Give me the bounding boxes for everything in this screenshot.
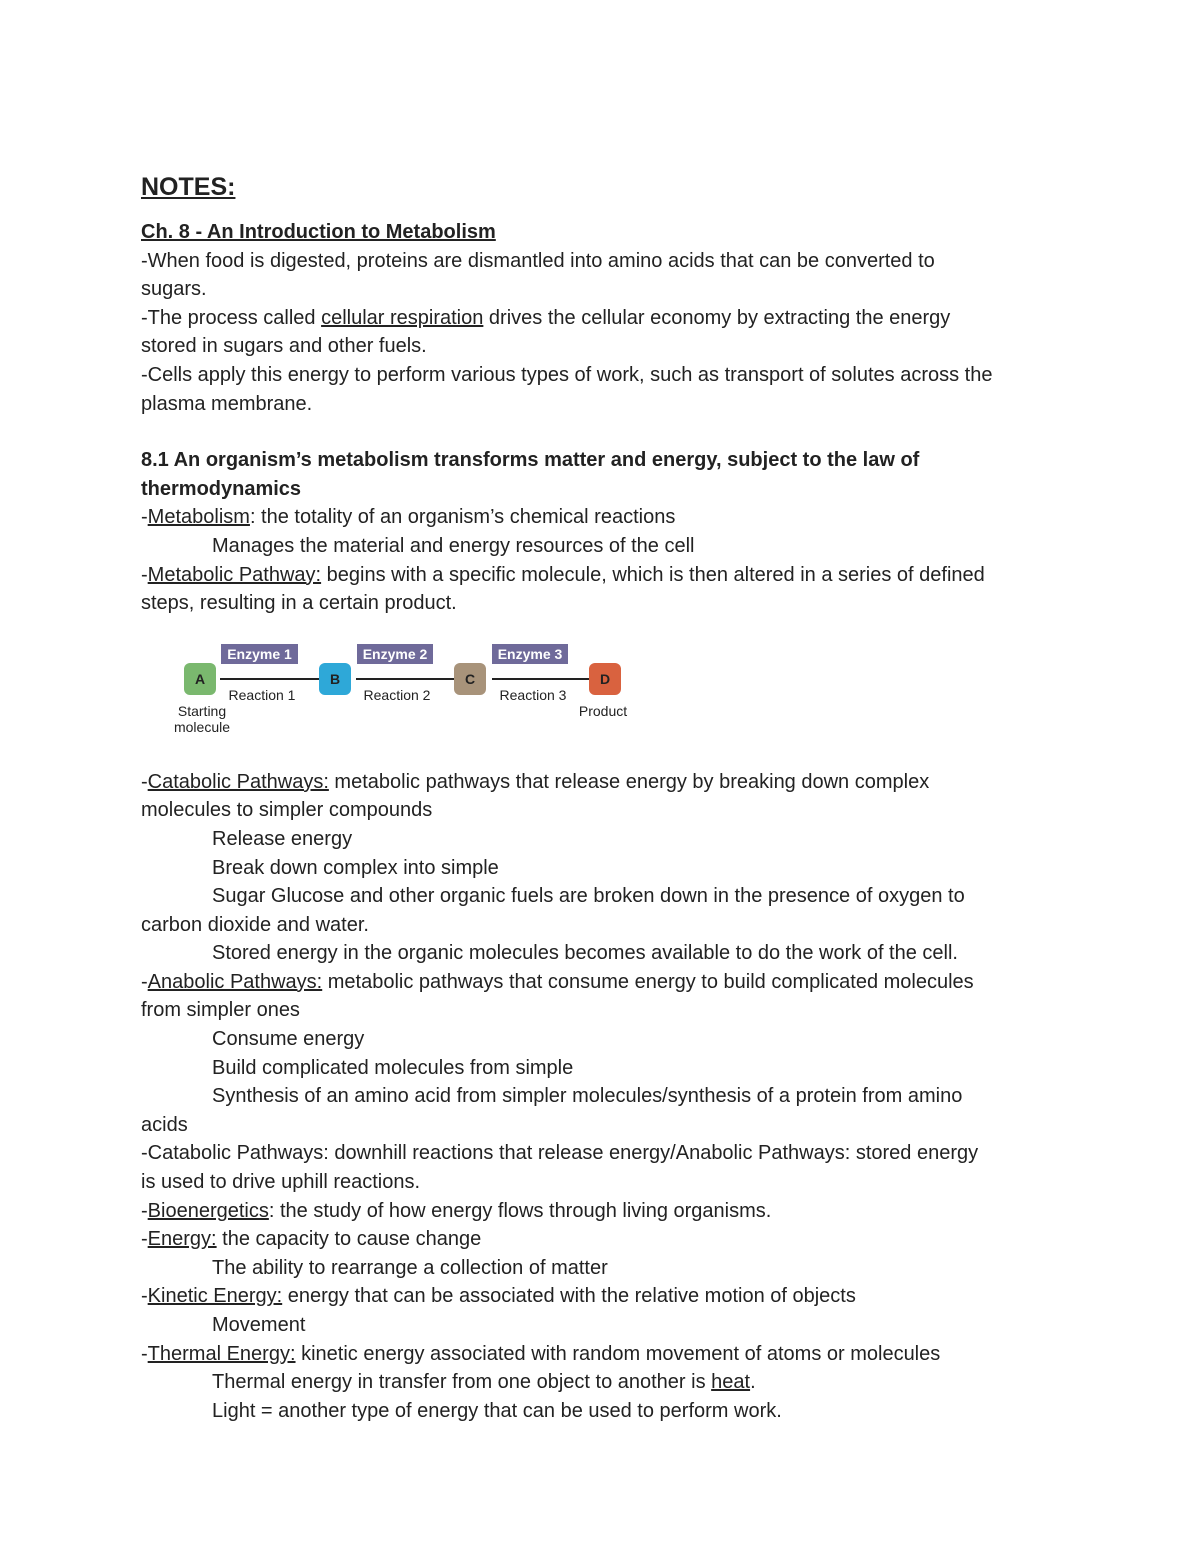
bioenergetics-definition: -Bioenergetics: the study of how energy flows through living organisms. — [141, 1199, 772, 1222]
intro-line-6: plasma membrane. — [141, 392, 313, 415]
catabolic-sub-3: Sugar Glucose and other organic fuels are broken down in the presence of oxygen to — [212, 885, 965, 908]
catabolic-definition: -Catabolic Pathways: metabolic pathways that release energy by breaking down complex — [141, 770, 930, 793]
metabolic-pathway-diagram — [141, 624, 1066, 764]
starting-label-line-1: Starting — [177, 702, 227, 719]
kinetic-definition: -Kinetic Energy: energy that can be associated with the relative motion of objects — [141, 1285, 856, 1308]
term-kinetic-energy: Kinetic Energy: — [147, 1285, 283, 1308]
molecule-b-letter: B — [329, 670, 341, 687]
energy-definition: -Energy: the capacity to cause change — [141, 1228, 482, 1251]
intro-line-3: -The process called cellular respiration drives the cellular economy by extracting the energy — [141, 306, 951, 329]
intro-line-4: stored in sugars and other fuels. — [141, 335, 427, 358]
reaction-1-label: Reaction 1 — [228, 686, 296, 703]
notes-title: NOTES: — [141, 173, 236, 201]
metabolism-definition: -Metabolism: the totality of an organism’s chemical reactions — [141, 506, 676, 529]
anabolic-definition-cont: from simpler ones — [141, 999, 300, 1022]
comparison-line-2: is used to drive uphill reactions. — [141, 1171, 421, 1194]
catabolic-sub-3-cont: carbon dioxide and water. — [141, 913, 369, 936]
reaction-2-label: Reaction 2 — [363, 686, 431, 703]
reaction-labels — [229, 687, 567, 703]
anabolic-sub-1: Consume energy — [212, 1028, 365, 1051]
notes-page — [141, 170, 1066, 1425]
term-anabolic-pathways: Anabolic Pathways: — [147, 970, 323, 993]
thermal-sub: Thermal energy in transfer from one object to another is heat. — [212, 1371, 756, 1394]
section-heading-line-1: 8.1 An organism’s metabolism transforms matter and energy, subject to the law of — [141, 449, 920, 472]
catabolic-sub-2: Break down complex into simple — [212, 856, 499, 879]
pathway-definition: -Metabolic Pathway: begins with a specific molecule, which is then altered in a series of defined — [141, 563, 985, 586]
anabolic-sub-2: Build complicated molecules from simple — [212, 1056, 574, 1079]
term-heat: heat — [711, 1371, 751, 1394]
catabolic-sub-4: Stored energy in the organic molecules becomes available to do the work of the cell. — [212, 942, 958, 965]
molecule-d-letter: D — [599, 670, 611, 687]
metabolism-sub: Manages the material and energy resources of the cell — [212, 534, 695, 557]
term-metabolic-pathway: Metabolic Pathway: — [147, 563, 322, 586]
term-catabolic-pathways: Catabolic Pathways: — [147, 770, 329, 793]
anabolic-sub-3: Synthesis of an amino acid from simpler molecules/synthesis of a protein from amino — [212, 1085, 963, 1108]
enzyme-1-label: Enzyme 1 — [227, 645, 292, 662]
term-energy: Energy: — [147, 1228, 217, 1251]
catabolic-definition-cont: molecules to simpler compounds — [141, 799, 433, 822]
section-heading-line-2: thermodynamics — [141, 477, 302, 500]
enzyme-2-label: Enzyme 2 — [362, 645, 428, 662]
intro-line-1: -When food is digested, proteins are dismantled into amino acids that can be converted to — [141, 249, 935, 272]
kinetic-sub: Movement — [212, 1314, 306, 1336]
molecule-a-letter: A — [194, 670, 206, 687]
pathway-diagram-svg — [171, 640, 671, 752]
term-cellular-respiration: cellular respiration — [321, 306, 484, 329]
term-metabolism: Metabolism — [147, 506, 250, 529]
term-thermal-energy: Thermal Energy: — [147, 1342, 296, 1365]
energy-sub: The ability to rearrange a collection of matter — [212, 1256, 608, 1279]
catabolic-sub-1: Release energy — [212, 827, 353, 850]
starting-label-line-2: molecule — [173, 718, 231, 735]
product-label: Product — [578, 702, 628, 719]
molecule-c-letter: C — [464, 670, 476, 687]
chapter-title: Ch. 8 - An Introduction to Metabolism — [141, 221, 496, 243]
enzyme-3-label: Enzyme 3 — [497, 645, 563, 662]
enzyme-labels — [221, 644, 568, 664]
comparison-line-1: -Catabolic Pathways: downhill reactions that release energy/Anabolic Pathways: stored energy — [141, 1142, 979, 1165]
reaction-3-label: Reaction 3 — [499, 686, 567, 703]
intro-line-2: sugars. — [141, 278, 207, 301]
thermal-definition: -Thermal Energy: kinetic energy associated with random movement of atoms or molecules — [141, 1342, 941, 1365]
intro-line-5: -Cells apply this energy to perform various types of work, such as transport of solutes across the — [141, 363, 993, 386]
pathway-definition-cont: steps, resulting in a certain product. — [141, 592, 457, 615]
anabolic-definition: -Anabolic Pathways: metabolic pathways that consume energy to build complicated molecules — [141, 970, 974, 993]
anabolic-sub-3-cont: acids — [141, 1113, 188, 1136]
light-energy-note: Light = another type of energy that can be used to perform work. — [212, 1399, 782, 1422]
term-bioenergetics: Bioenergetics — [147, 1199, 269, 1222]
